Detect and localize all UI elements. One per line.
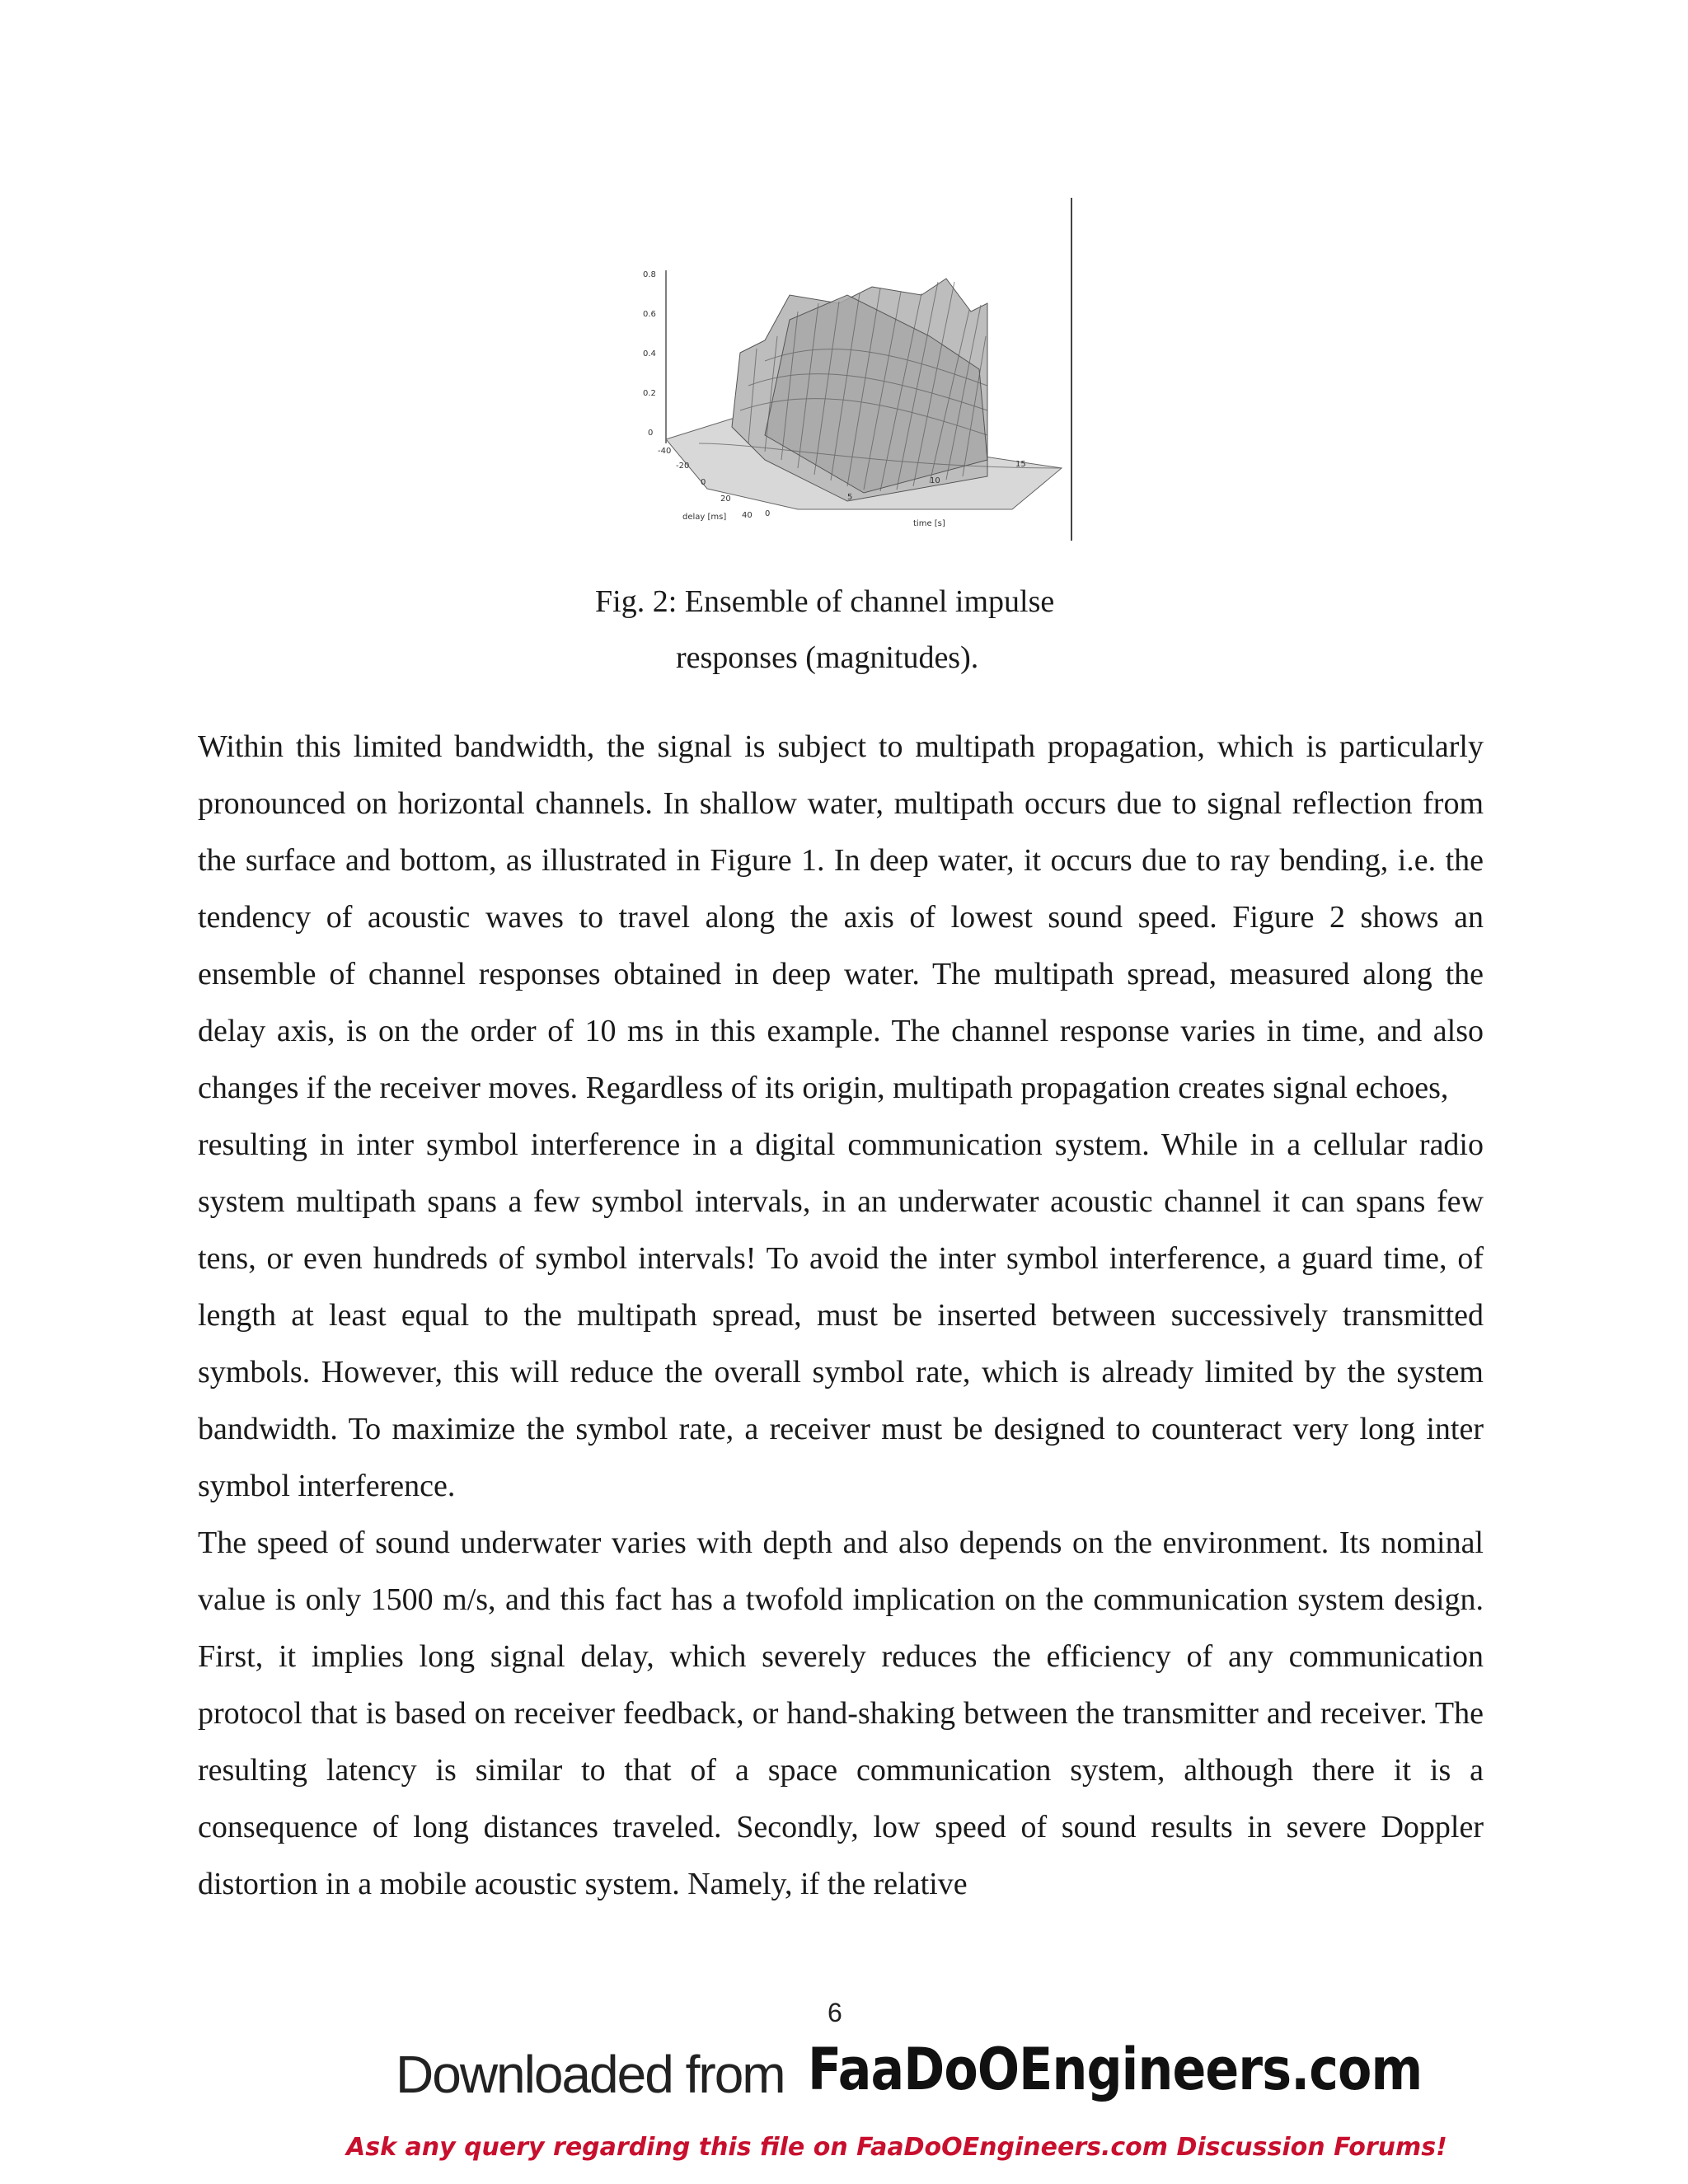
figure-caption-line-2: responses (magnitudes). (676, 640, 979, 675)
page-number: 6 (828, 1998, 842, 2027)
delay-tick: -40 (658, 447, 672, 456)
paragraph: The speed of sound underwater varies with depth and also depends on the environment. Its nominal value is only 1500 m/s, and this fact has a twofold implication on the communication system design. First, it implies long signal delay, which severely reduces the efficiency of any communication protocol that is based on receiver feedback, or hand-shaking between the transmitter and receiver. The resulting latency is similar to that of a space communication system, although there it is a consequence of long distances traveled. Secondly, low speed of sound results in severe Doppler distortion in a mobile acoustic system. Namely, if the relative (198, 1526, 1484, 1901)
delay-tick: 0 (701, 478, 706, 487)
surface-plot (600, 196, 1078, 542)
delay-axis-label: delay [ms] (682, 513, 727, 522)
time-tick: 15 (1015, 460, 1026, 469)
z-tick: 0.6 (643, 310, 656, 319)
z-tick: 0.8 (643, 270, 656, 279)
downloaded-from-text: Downloaded from (396, 2045, 785, 2104)
forum-ask-text[interactable]: Ask any query regarding this file on FaaDoOEngineers.com Discussion Forums! (346, 2133, 1447, 2162)
z-tick: 0 (648, 429, 654, 438)
paragraph: Within this limited bandwidth, the signal is subject to multipath propagation, which is particularly pronounced on horizontal channels. In shallow water, multipath occurs due to signal reflection from the surface and bottom, as illustrated in Figure 1. In deep water, it occurs due to ray bending, i.e. the tendency of acoustic waves to travel along the axis of lowest sound speed. Figure 2 shows an ensemble of channel responses obtained in deep water. The multipath spread, measured along the delay axis, is on the order of 10 ms in this example. The channel response varies in time, and also changes if the receiver moves. Regardless of its origin, multipath propagation creates signal echoes, (198, 729, 1484, 1105)
delay-tick: 40 (742, 511, 753, 520)
z-tick: 0.4 (643, 349, 656, 359)
time-tick: 10 (930, 476, 940, 485)
paragraph: resulting in inter symbol interference in a digital communication system. While in a cellular radio system multipath spans a few symbol intervals, in an underwater acoustic channel it can spans few tens, or even hundreds of symbol intervals! To avoid the inter symbol interference, a guard time, of length at least equal to the multipath spread, must be inserted between successively transmitted symbols. However, this will reduce the overall symbol rate, which is already limited by the system bandwidth. To maximize the symbol rate, a receiver must be designed to counteract very long inter symbol interference. (198, 1127, 1484, 1503)
z-tick: 0.2 (643, 389, 656, 398)
figure-caption-line-1: Fig. 2: Ensemble of channel impulse (595, 584, 1055, 619)
brand-logo-text[interactable]: FaaDoOEngineers.com (808, 2036, 1423, 2103)
time-tick: 0 (765, 509, 771, 518)
channel-impulse-figure (600, 196, 1078, 542)
body-text (198, 719, 1484, 1913)
time-tick: 5 (847, 493, 853, 502)
time-axis-label: time [s] (913, 519, 945, 528)
delay-tick: -20 (676, 462, 690, 471)
delay-tick: 20 (720, 494, 731, 504)
download-banner (396, 2036, 1423, 2110)
